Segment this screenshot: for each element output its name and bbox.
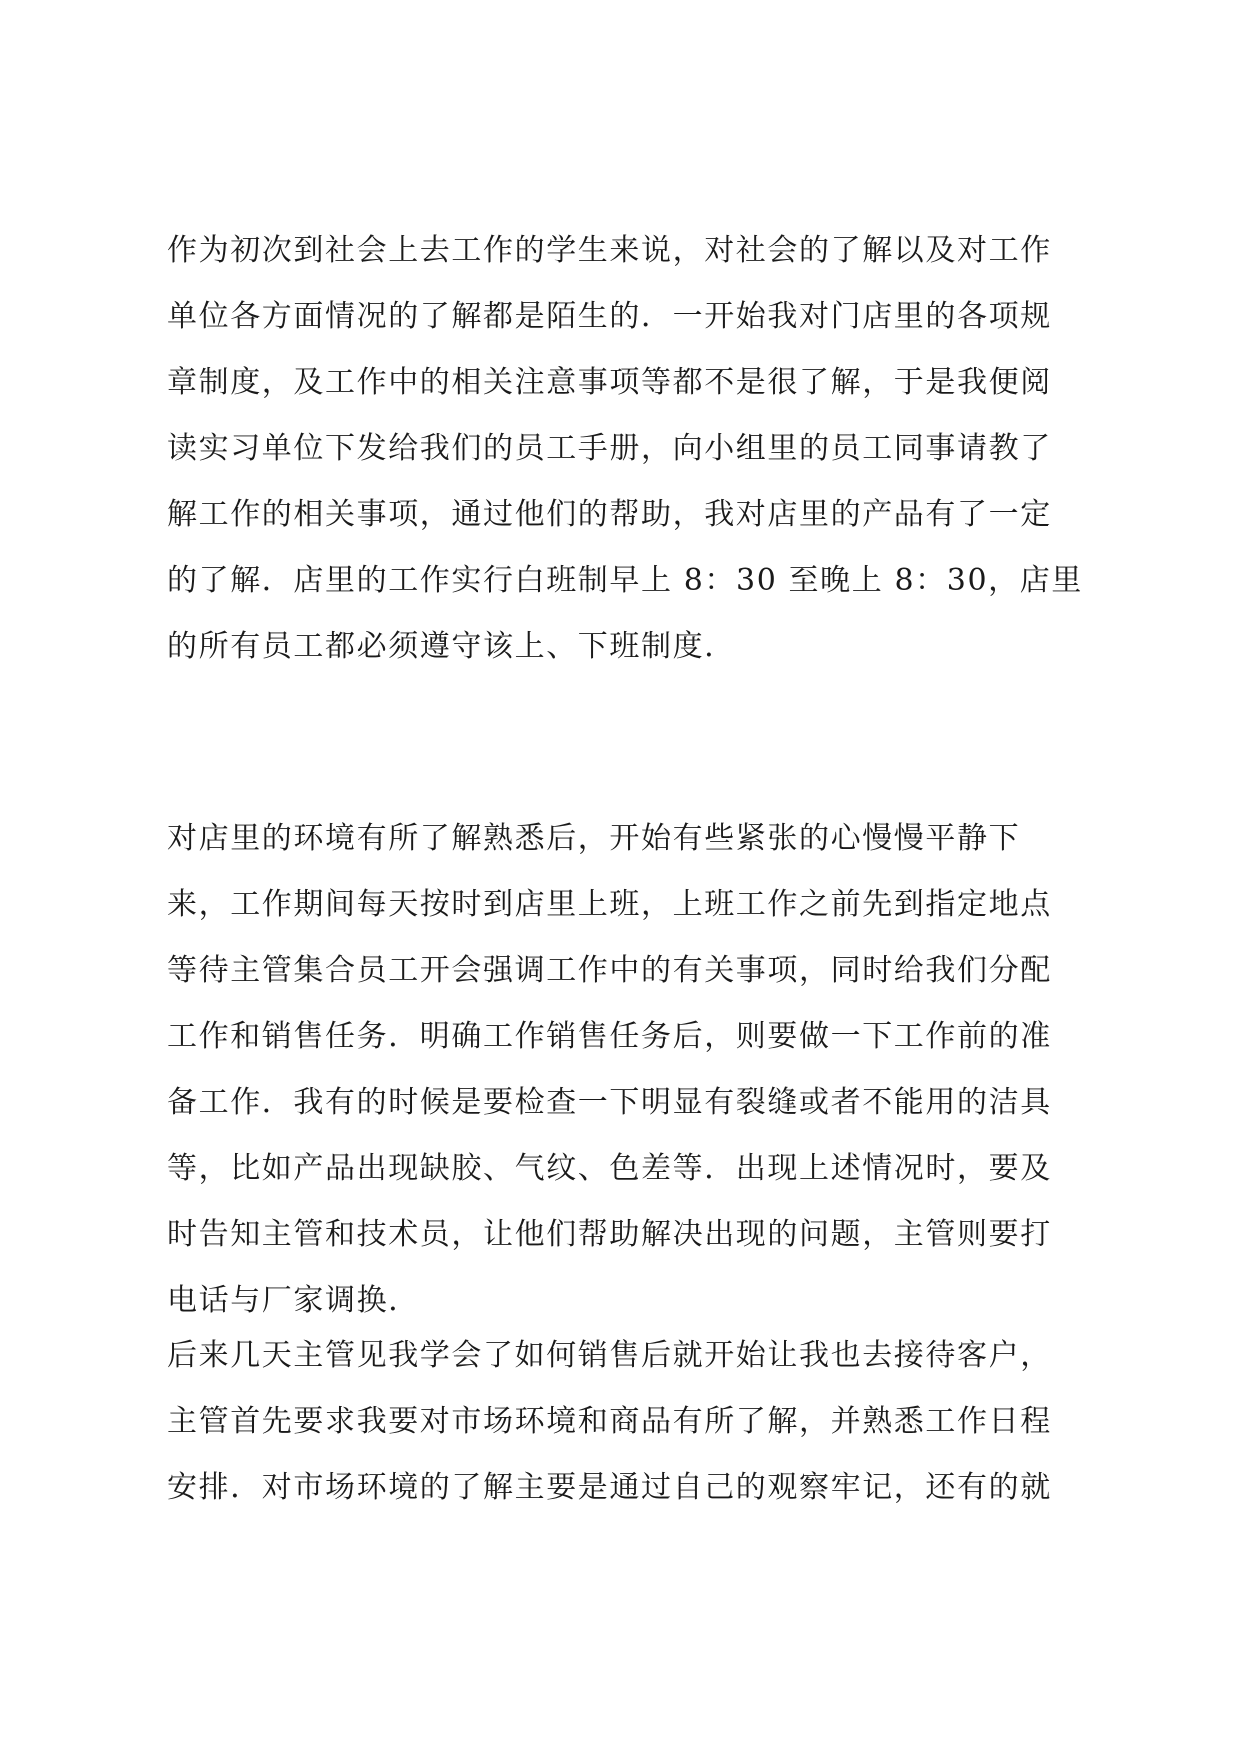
text-line: 等，比如产品出现缺胶、气纹、色差等．出现上述情况时，要及 xyxy=(167,1151,1052,1186)
text-line: 等待主管集合员工开会强调工作中的有关事项，同时给我们分配 xyxy=(167,953,1052,988)
text-line: 作为初次到社会上去工作的学生来说，对社会的了解以及对工作 xyxy=(167,233,1052,268)
text-line: 后来几天主管见我学会了如何销售后就开始让我也去接待客户， xyxy=(167,1338,1052,1373)
text-line: 电话与厂家调换． xyxy=(167,1283,420,1318)
text-line: 备工作．我有的时候是要检查一下明显有裂缝或者不能用的洁具 xyxy=(167,1085,1052,1120)
text-line: 解工作的相关事项，通过他们的帮助，我对店里的产品有了一定 xyxy=(167,497,1052,532)
text-line: 来，工作期间每天按时到店里上班，上班工作之前先到指定地点 xyxy=(167,887,1052,922)
paragraph-customer-reception xyxy=(167,1323,1097,1521)
text-line: 单位各方面情况的了解都是陌生的．一开始我对门店里的各项规 xyxy=(167,299,1052,334)
paragraph-intro xyxy=(167,218,1097,680)
text-line: 读实习单位下发给我们的员工手册，向小组里的员工同事请教了 xyxy=(167,431,1052,466)
text-line: 安排．对市场环境的了解主要是通过自己的观察牢记，还有的就 xyxy=(167,1470,1052,1505)
text-line: 时告知主管和技术员，让他们帮助解决出现的问题，主管则要打 xyxy=(167,1217,1052,1252)
text-line: 章制度，及工作中的相关注意事项等都不是很了解，于是我便阅 xyxy=(167,365,1052,400)
text-line: 的了解．店里的工作实行白班制早上 8：30 至晚上 8：30，店里 xyxy=(167,563,1083,598)
text-line: 的所有员工都必须遵守该上、下班制度． xyxy=(167,629,736,664)
text-line: 主管首先要求我要对市场环境和商品有所了解，并熟悉工作日程 xyxy=(167,1404,1052,1439)
paragraph-daily-work xyxy=(167,806,1097,1334)
text-line: 对店里的环境有所了解熟悉后，开始有些紧张的心慢慢平静下 xyxy=(167,821,1021,856)
text-line: 工作和销售任务．明确工作销售任务后，则要做一下工作前的准 xyxy=(167,1019,1052,1054)
